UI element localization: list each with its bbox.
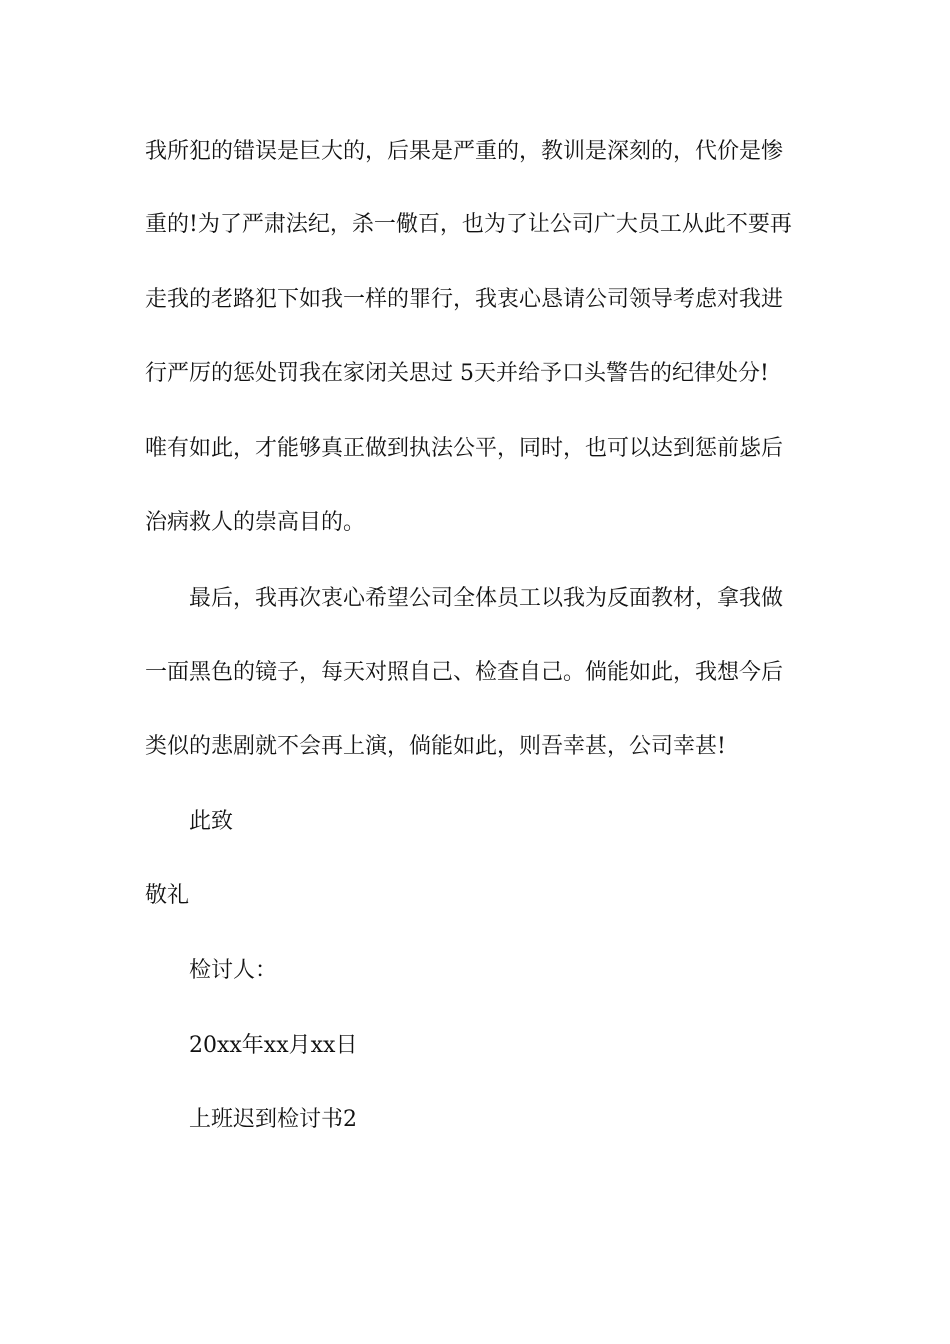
section-title: 上班迟到检讨书2 bbox=[189, 1107, 357, 1132]
body-text-line: 重的!为了严肃法纪，杀一儆百，也为了让公司广大员工从此不要再 bbox=[145, 212, 792, 237]
body-text-line: 治病救人的崇高目的。 bbox=[145, 510, 366, 535]
paragraph-first-line: 最后，我再次衷心希望公司全体员工以我为反面教材，拿我做 bbox=[189, 586, 784, 611]
body-text-line: 走我的老路犯下如我一样的罪行，我衷心恳请公司领导考虑对我进 bbox=[145, 287, 784, 312]
signature-label: 检讨人： bbox=[189, 958, 278, 983]
date-line: 20xx年xx月xx日 bbox=[189, 1033, 358, 1058]
closing-regards: 敬礼 bbox=[145, 883, 190, 908]
body-text-line: 行严厉的惩处罚我在家闭关思过 5天并给予口头警告的纪律处分! bbox=[145, 361, 769, 386]
closing-salutation: 此致 bbox=[189, 809, 234, 834]
body-text-line: 一面黑色的镜子，每天对照自己、检查自己。倘能如此，我想今后 bbox=[145, 660, 784, 685]
body-text-line: 唯有如此，才能够真正做到执法公平，同时，也可以达到惩前毖后 bbox=[145, 436, 784, 461]
body-text-line: 我所犯的错误是巨大的，后果是严重的，教训是深刻的，代价是惨 bbox=[145, 139, 784, 164]
body-text-line: 类似的悲剧就不会再上演，倘能如此，则吾幸甚，公司幸甚! bbox=[145, 734, 726, 759]
